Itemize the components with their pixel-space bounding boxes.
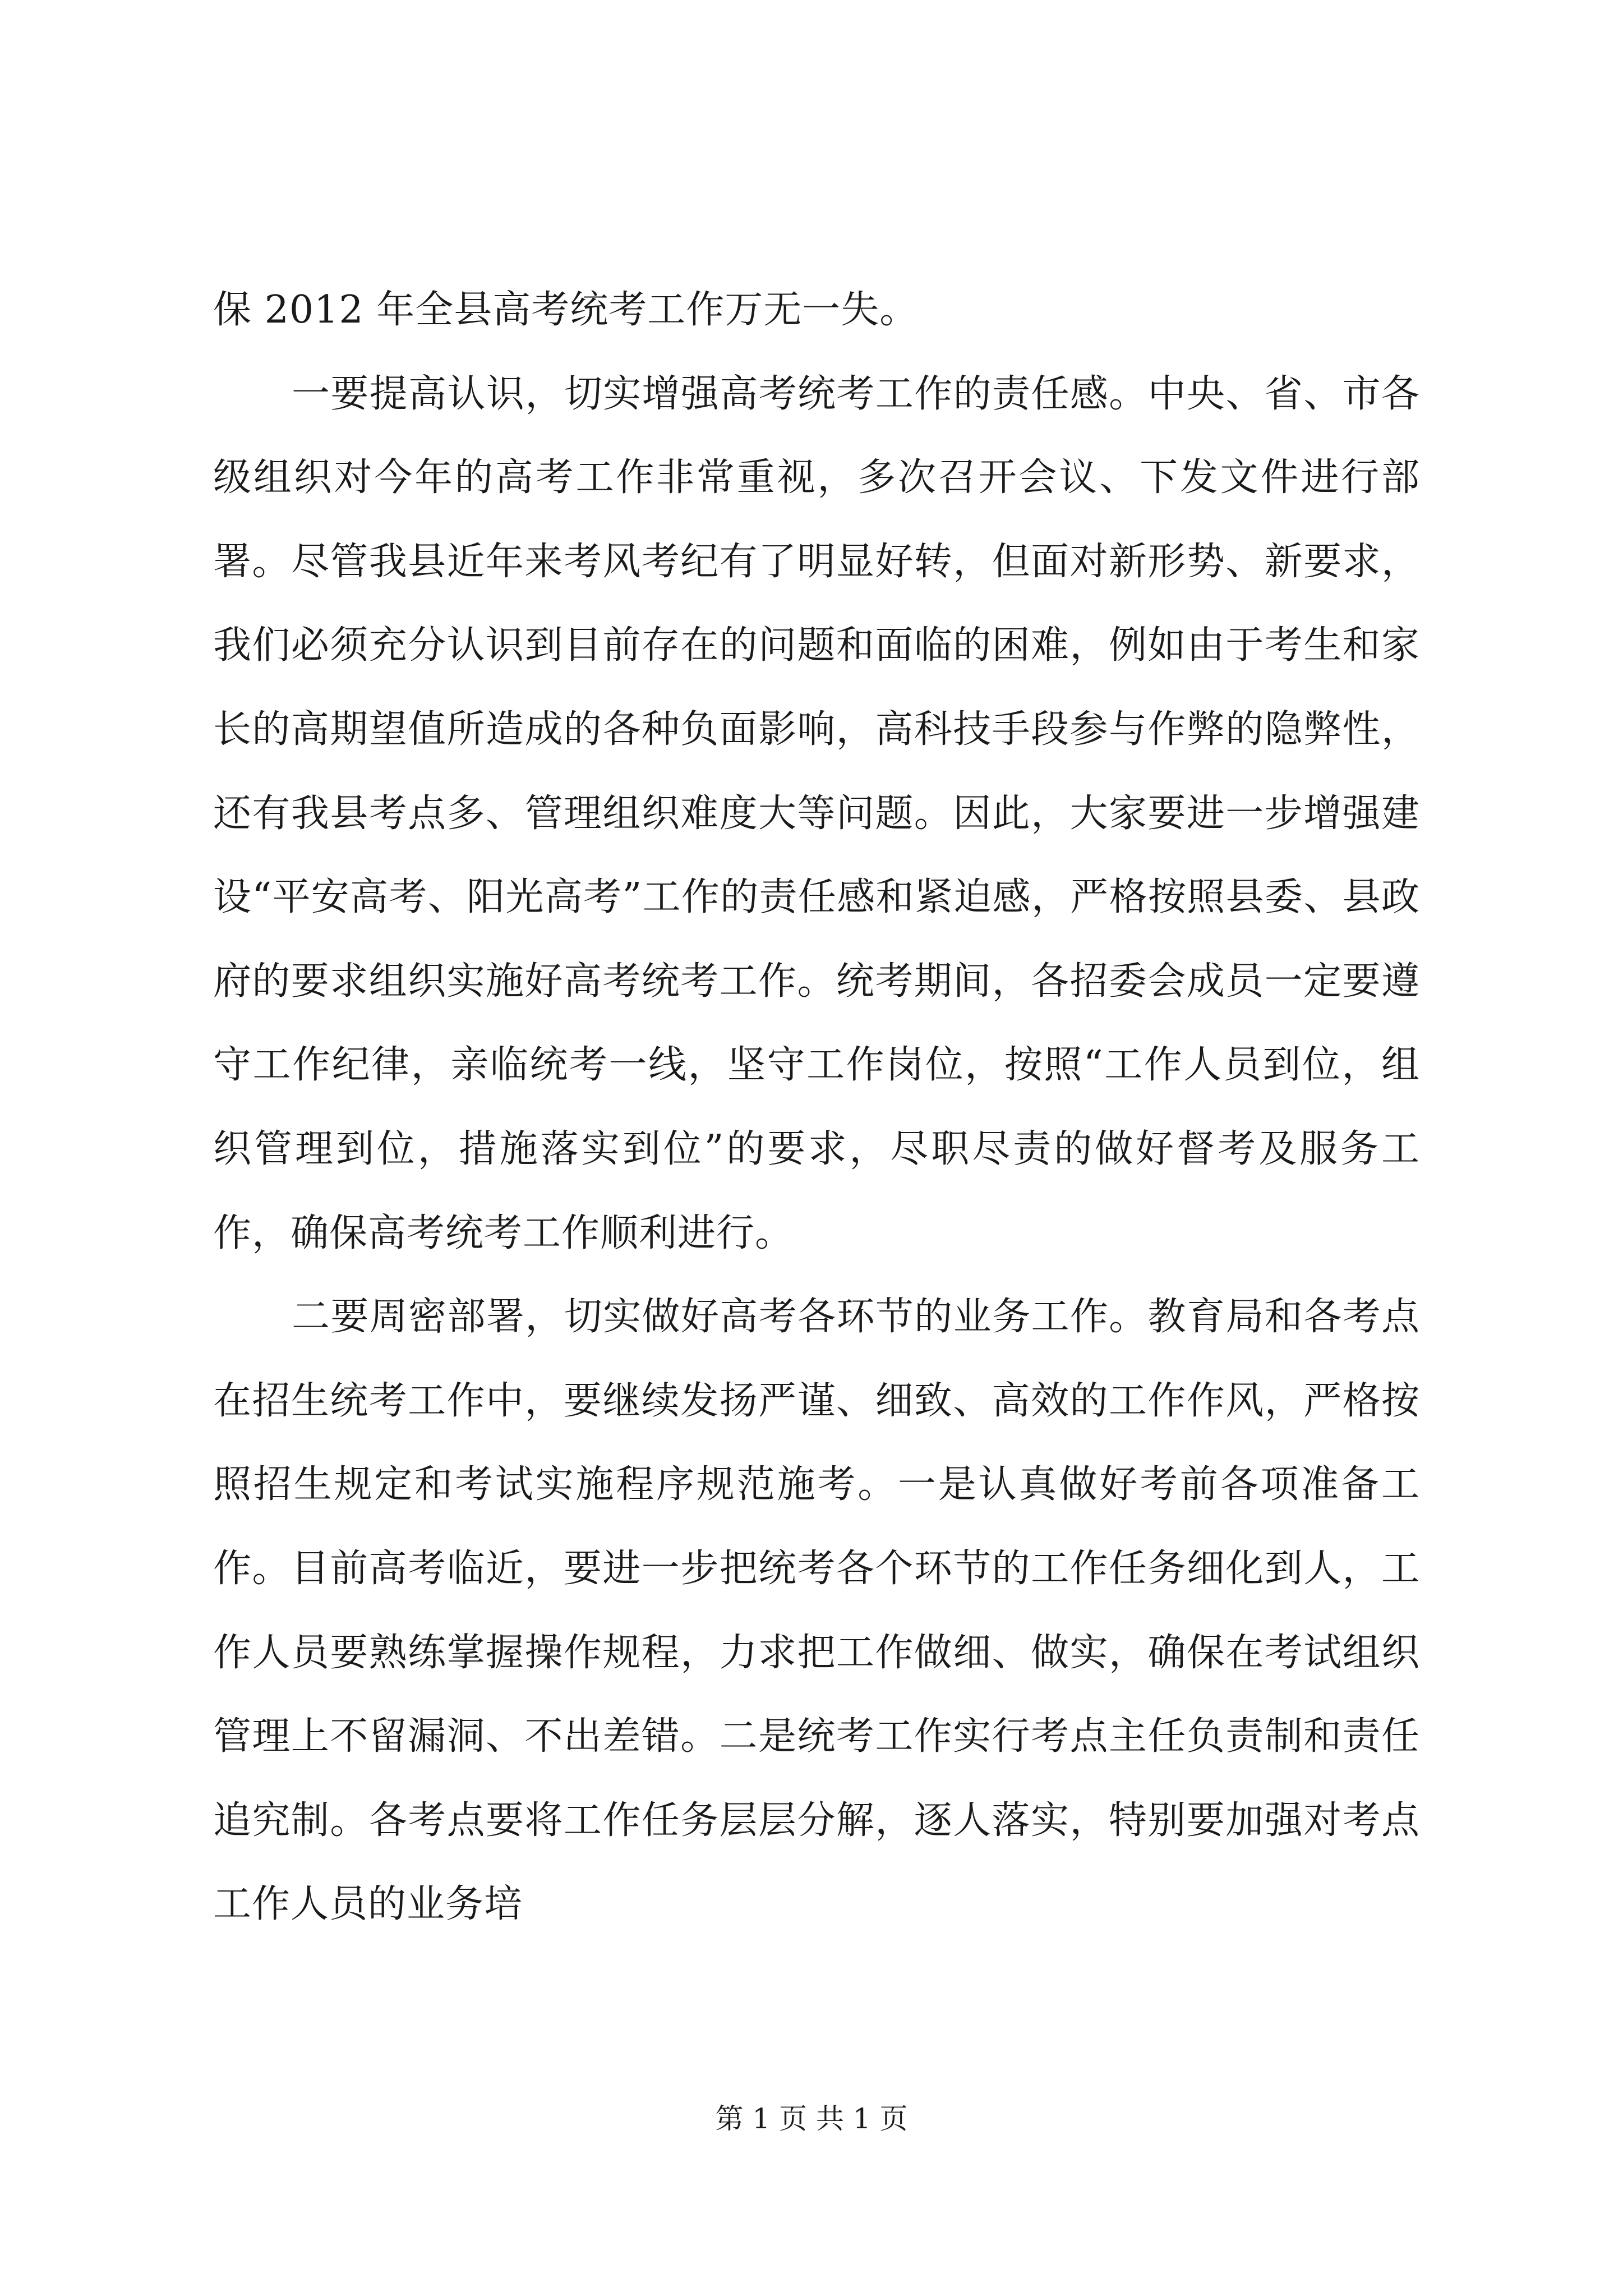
- paragraph-continuation: 保 2012 年全县高考统考工作万无一失。: [213, 288, 919, 332]
- paragraph-careful-deployment: 二要周密部署，切实做好高考各环节的业务工作。教育局和各考点在招生统考工作中，要继续发扬严谨、细致、高效的工作作风，严格按照招生规定和考试实施程序规范施考。一是认真做好考前各项准备工作。目前高考临近，要进一步把统考各个环节的工作任务细化到人，工作人员要熟练掌握操作规程，力求把工作做细、做实，确保在考试组织管理上不留漏洞、不出差错。二是统考工作实行考点主任负责制和责任追究制。各考点要将工作任务层层分解，逐人落实，特别要加强对考点工作人员的业务培: [213, 1295, 1420, 1927]
- page-footer: [0, 2099, 1623, 2138]
- document-body: [213, 268, 1420, 1947]
- paragraph-raise-awareness: 一要提高认识，切实增强高考统考工作的责任感。中央、省、市各级组织对今年的高考工作非常重视，多次召开会议、下发文件进行部署。尽管我县近年来考风考纪有了明显好转，但面对新形势、新要求，我们必须充分认识到目前存在的问题和面临的困难，例如由于考生和家长的高期望值所造成的各种负面影响，高科技手段参与作弊的隐弊性，还有我县考点多、管理组织难度大等问题。因此，大家要进一步增强建设“平安高考、阳光高考”工作的责任感和紧迫感，严格按照县委、县政府的要求组织实施好高考统考工作。统考期间，各招委会成员一定要遵守工作纪律，亲临统考一线，坚守工作岗位，按照“工作人员到位，组织管理到位，措施落实到位”的要求，尽职尽责的做好督考及服务工作，确保高考统考工作顺利进行。: [213, 371, 1420, 1255]
- page-number-label: 第 1 页 共 1 页: [715, 2102, 908, 2135]
